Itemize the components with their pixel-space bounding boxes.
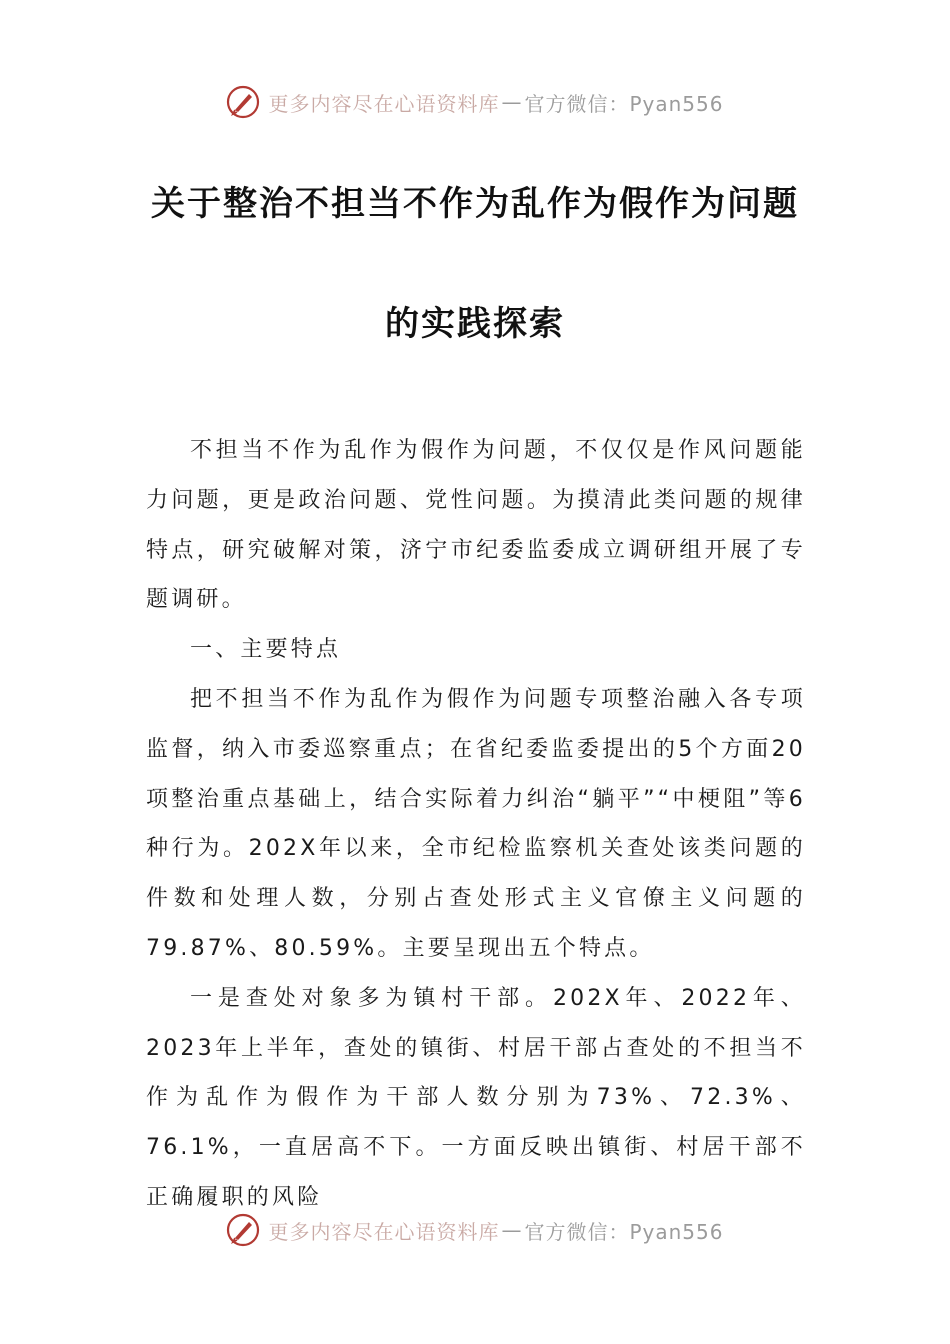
- watermark-dash: —: [501, 90, 523, 114]
- quill-pen-logo-icon: [226, 1213, 260, 1247]
- section-heading-main-features: 一、主要特点: [190, 637, 342, 663]
- watermark-dash: —: [501, 1218, 523, 1242]
- body-paragraph-feature-one: 一是查处对象多为镇村干部。202X年、2022年、2023年上半年，查处的镇街、村居干部占查处的不担当不作为乱作为假作为干部人数分别为73%、72.3%、76.1%，一直居高不下。一方面反映出镇街、村居干部不正确履职的风险: [146, 985, 806, 1210]
- body-paragraph-overview: 把不担当不作为乱作为假作为问题专项整治融入各专项监督，纳入市委巡察重点；在省纪委监委提出的5个方面20项整治重点基础上，结合实际着力纠治“躺平”“中梗阻”等6种行为。202X年以来，全市纪检监察机关查处该类问题的件数和处理人数，分别占查处形式主义官僚主义问题的79.87%、80.59%。主要呈现出五个特点。: [146, 686, 806, 961]
- document-body: [146, 426, 806, 1223]
- body-paragraph-intro: 不担当不作为乱作为假作为问题，不仅仅是作风问题能力问题，更是政治问题、党性问题。为摸清此类问题的规律特点，研究破解对策，济宁市纪委监委成立调研组开展了专题调研。: [146, 438, 806, 613]
- watermark-wechat: 官方微信：Pyan556: [524, 91, 724, 116]
- document-title-line-2: 的实践探索: [385, 304, 565, 344]
- watermark-brand: 更多内容尽在心语资料库: [268, 1219, 500, 1244]
- header-watermark: [0, 80, 950, 124]
- watermark-wechat: 官方微信：Pyan556: [524, 1219, 724, 1244]
- quill-pen-logo-icon: [226, 85, 260, 119]
- document-title-line-1: 关于整治不担当不作为乱作为假作为问题: [151, 184, 799, 224]
- footer-watermark: [0, 1208, 950, 1252]
- watermark-brand: 更多内容尽在心语资料库: [268, 91, 500, 116]
